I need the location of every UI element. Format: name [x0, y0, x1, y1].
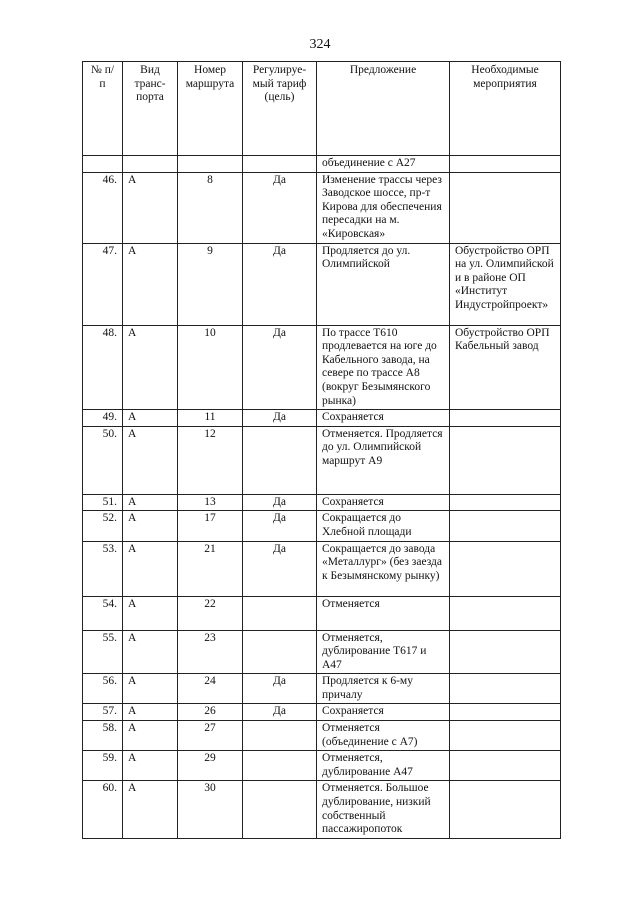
- cell-tariff: [243, 156, 317, 173]
- cell-route: 23: [178, 630, 243, 674]
- cell-route: 17: [178, 511, 243, 541]
- page-number: 324: [309, 37, 331, 52]
- cell-num: 49.: [83, 410, 123, 427]
- cell-route: 10: [178, 325, 243, 410]
- cell-tariff: [243, 751, 317, 781]
- cell-measures: [450, 156, 561, 173]
- header-num: № п/п: [83, 62, 123, 156]
- cell-proposal: Сохраняется: [317, 494, 450, 511]
- cell-route: [178, 156, 243, 173]
- table-row: [83, 541, 561, 596]
- cell-proposal: Отменяется: [317, 596, 450, 630]
- cell-route: 22: [178, 596, 243, 630]
- cell-type: [123, 156, 178, 173]
- cell-type: А: [123, 721, 178, 751]
- routes-table: [82, 61, 561, 839]
- cell-route: 21: [178, 541, 243, 596]
- cell-tariff: [243, 721, 317, 751]
- table-row: [83, 721, 561, 751]
- cell-tariff: Да: [243, 325, 317, 410]
- cell-num: 55.: [83, 630, 123, 674]
- cell-route: 11: [178, 410, 243, 427]
- cell-measures: [450, 410, 561, 427]
- table-row: [83, 426, 561, 494]
- cell-proposal: объединение с А27: [317, 156, 450, 173]
- cell-route: 9: [178, 243, 243, 325]
- cell-proposal: Сохраняется: [317, 704, 450, 721]
- cell-measures: [450, 426, 561, 494]
- cell-tariff: Да: [243, 511, 317, 541]
- cell-proposal: Сохраняется: [317, 410, 450, 427]
- table-header-row: [83, 62, 561, 156]
- cell-tariff: Да: [243, 243, 317, 325]
- cell-num: 58.: [83, 721, 123, 751]
- continuation-row: [83, 156, 561, 173]
- cell-num: 52.: [83, 511, 123, 541]
- cell-type: А: [123, 674, 178, 704]
- cell-measures: [450, 674, 561, 704]
- cell-num: 57.: [83, 704, 123, 721]
- cell-proposal: Отменяется. Большое дублирование, низкий собственный пассажиропоток: [317, 781, 450, 838]
- cell-tariff: Да: [243, 172, 317, 243]
- header-tariff: Регулируе-мый тариф (цель): [243, 62, 317, 156]
- cell-measures: [450, 704, 561, 721]
- cell-type: А: [123, 704, 178, 721]
- cell-route: 24: [178, 674, 243, 704]
- cell-measures: [450, 172, 561, 243]
- table-row: [83, 325, 561, 410]
- table-row: [83, 630, 561, 674]
- cell-num: 59.: [83, 751, 123, 781]
- cell-tariff: [243, 781, 317, 838]
- cell-num: 56.: [83, 674, 123, 704]
- cell-measures: [450, 494, 561, 511]
- cell-type: А: [123, 410, 178, 427]
- table-row: [83, 704, 561, 721]
- cell-type: А: [123, 494, 178, 511]
- cell-num: 60.: [83, 781, 123, 838]
- cell-tariff: [243, 630, 317, 674]
- cell-proposal: Отменяется. Продляется до ул. Олимпийской маршрут А9: [317, 426, 450, 494]
- cell-proposal: Продляется до ул. Олимпийской: [317, 243, 450, 325]
- cell-tariff: [243, 596, 317, 630]
- cell-proposal: Изменение трассы через Заводское шоссе, пр-т Кирова для обеспечения пересадки на м. «Кировская»: [317, 172, 450, 243]
- cell-tariff: Да: [243, 541, 317, 596]
- cell-measures: [450, 781, 561, 838]
- cell-type: А: [123, 243, 178, 325]
- table-row: [83, 781, 561, 838]
- cell-num: 47.: [83, 243, 123, 325]
- cell-measures: Обустройство ОРП Кабельный завод: [450, 325, 561, 410]
- cell-num: 50.: [83, 426, 123, 494]
- cell-tariff: Да: [243, 494, 317, 511]
- cell-type: А: [123, 511, 178, 541]
- cell-num: 46.: [83, 172, 123, 243]
- cell-num: 54.: [83, 596, 123, 630]
- cell-route: 13: [178, 494, 243, 511]
- cell-type: А: [123, 596, 178, 630]
- cell-proposal: Сокращается до завода «Металлург» (без заезда к Безымянскому рынку): [317, 541, 450, 596]
- table-row: [83, 751, 561, 781]
- header-proposal: Предложение: [317, 62, 450, 156]
- cell-proposal: По трассе Т610 продлевается на юге до Кабельного завода, на севере по трассе А8 (вокруг Безымянского рынка): [317, 325, 450, 410]
- cell-type: А: [123, 781, 178, 838]
- cell-proposal: Отменяется, дублирование А47: [317, 751, 450, 781]
- cell-measures: [450, 751, 561, 781]
- header-measures: Необходимые мероприятия: [450, 62, 561, 156]
- cell-route: 30: [178, 781, 243, 838]
- cell-route: 27: [178, 721, 243, 751]
- table-row: [83, 494, 561, 511]
- cell-num: 53.: [83, 541, 123, 596]
- cell-measures: [450, 596, 561, 630]
- cell-type: А: [123, 172, 178, 243]
- table-row: [83, 674, 561, 704]
- cell-tariff: Да: [243, 674, 317, 704]
- table-row: [83, 172, 561, 243]
- cell-proposal: Отменяется (объединение с А7): [317, 721, 450, 751]
- cell-tariff: Да: [243, 410, 317, 427]
- cell-proposal: Продляется к 6-му причалу: [317, 674, 450, 704]
- cell-measures: [450, 721, 561, 751]
- cell-proposal: Сокращается до Хлебной площади: [317, 511, 450, 541]
- cell-type: А: [123, 541, 178, 596]
- table-row: [83, 596, 561, 630]
- header-type: Вид транс-порта: [123, 62, 178, 156]
- cell-type: А: [123, 751, 178, 781]
- cell-route: 29: [178, 751, 243, 781]
- cell-num: 48.: [83, 325, 123, 410]
- cell-measures: Обустройство ОРП на ул. Олимпийской и в районе ОП «Институт Индустройпроект»: [450, 243, 561, 325]
- cell-type: А: [123, 426, 178, 494]
- cell-measures: [450, 541, 561, 596]
- cell-num: 51.: [83, 494, 123, 511]
- cell-measures: [450, 630, 561, 674]
- header-route: Номер маршрута: [178, 62, 243, 156]
- cell-route: 26: [178, 704, 243, 721]
- cell-type: А: [123, 630, 178, 674]
- cell-type: А: [123, 325, 178, 410]
- table-row: [83, 511, 561, 541]
- table-row: [83, 410, 561, 427]
- cell-num: [83, 156, 123, 173]
- cell-tariff: Да: [243, 704, 317, 721]
- cell-route: 8: [178, 172, 243, 243]
- cell-route: 12: [178, 426, 243, 494]
- table-row: [83, 243, 561, 325]
- cell-proposal: Отменяется, дублирование Т617 и А47: [317, 630, 450, 674]
- cell-tariff: [243, 426, 317, 494]
- cell-measures: [450, 511, 561, 541]
